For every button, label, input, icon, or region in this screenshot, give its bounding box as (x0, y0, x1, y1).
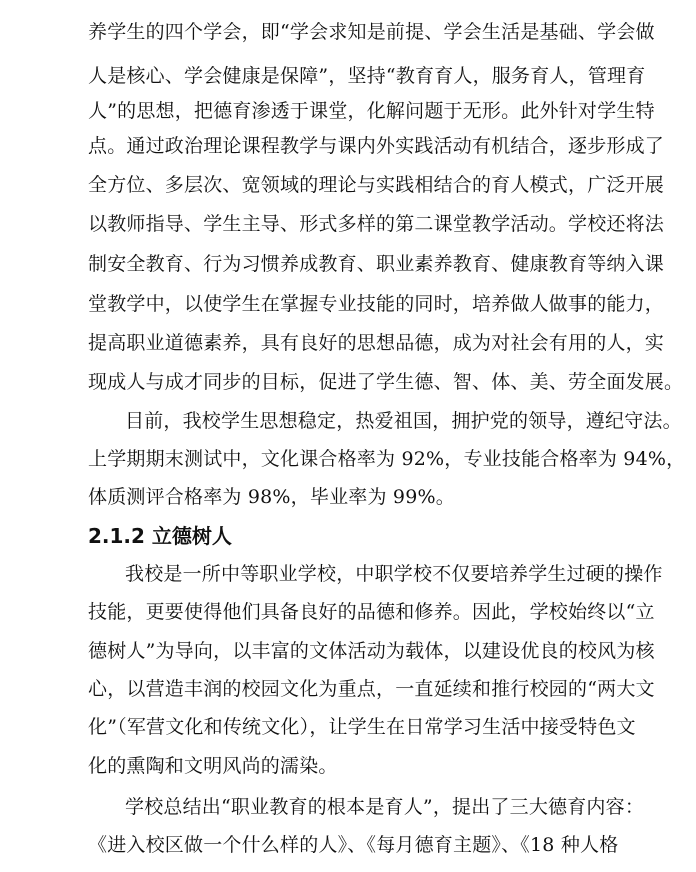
paragraph-line: 学校总结出“职业教育的根本是育人”，提出了三大德育内容： (125, 796, 645, 818)
paragraph-line: 化”（军营文化和传统文化），让学生在日常学习生活中接受特色文 (88, 716, 636, 738)
paragraph-line: 心，以营造丰润的校园文化为重点，一直延续和推行校园的“两大文 (88, 678, 655, 700)
paragraph-line: 化的熏陶和文明风尚的濡染。 (88, 755, 338, 777)
paragraph-line: 点。通过政治理论课程教学与课内外实践活动有机结合，逐步形成了 (88, 135, 665, 157)
paragraph-line: 堂教学中，以使学生在掌握专业技能的同时，培养做人做事的能力， (88, 293, 665, 315)
paragraph-line: 现成人与成才同步的目标，促进了学生德、智、体、美、劳全面发展。 (88, 371, 684, 393)
paragraph-line: 养学生的四个学会，即“学会求知是前提、学会生活是基础、学会做 (88, 21, 655, 43)
paragraph-line: 上学期期末测试中，文化课合格率为 92%，专业技能合格率为 94%， (88, 448, 686, 470)
paragraph-line: 全方位、多层次、宽领域的理论与实践相结合的育人模式，广泛开展 (88, 174, 665, 196)
paragraph-line: 德树人”为导向，以丰富的文体活动为载体，以建设优良的校风为核 (88, 640, 655, 662)
paragraph-line: 人”的思想，把德育渗透于课堂，化解问题于无形。此外针对学生特 (88, 100, 655, 122)
paragraph-line: 目前，我校学生思想稳定，热爱祖国，拥护党的领导，遵纪守法。 (125, 410, 682, 432)
section-heading: 2.1.2 立德树人 (88, 524, 232, 548)
paragraph-line: 我校是一所中等职业学校，中职学校不仅要培养学生过硬的操作 (125, 563, 663, 585)
paragraph-line: 技能，更要使得他们具备良好的品德和修养。因此，学校始终以“立 (88, 601, 655, 623)
paragraph-line: 体质测评合格率为 98%，毕业率为 99%。 (88, 486, 455, 508)
paragraph-line: 人是核心、学会健康是保障”，坚持“教育育人，服务育人，管理育 (88, 65, 646, 87)
paragraph-line: 制安全教育、行为习惯养成教育、职业素养教育、健康教育等纳入课 (88, 253, 665, 275)
paragraph-line: 提高职业道德素养，具有良好的思想品德，成为对社会有用的人，实 (88, 332, 665, 354)
paragraph-line: 以教师指导、学生主导、形式多样的第二课堂教学活动。学校还将法 (88, 213, 665, 235)
paragraph-line: 《进入校区做一个什么样的人》、《每月德育主题》、《18 种人格 (88, 834, 619, 856)
